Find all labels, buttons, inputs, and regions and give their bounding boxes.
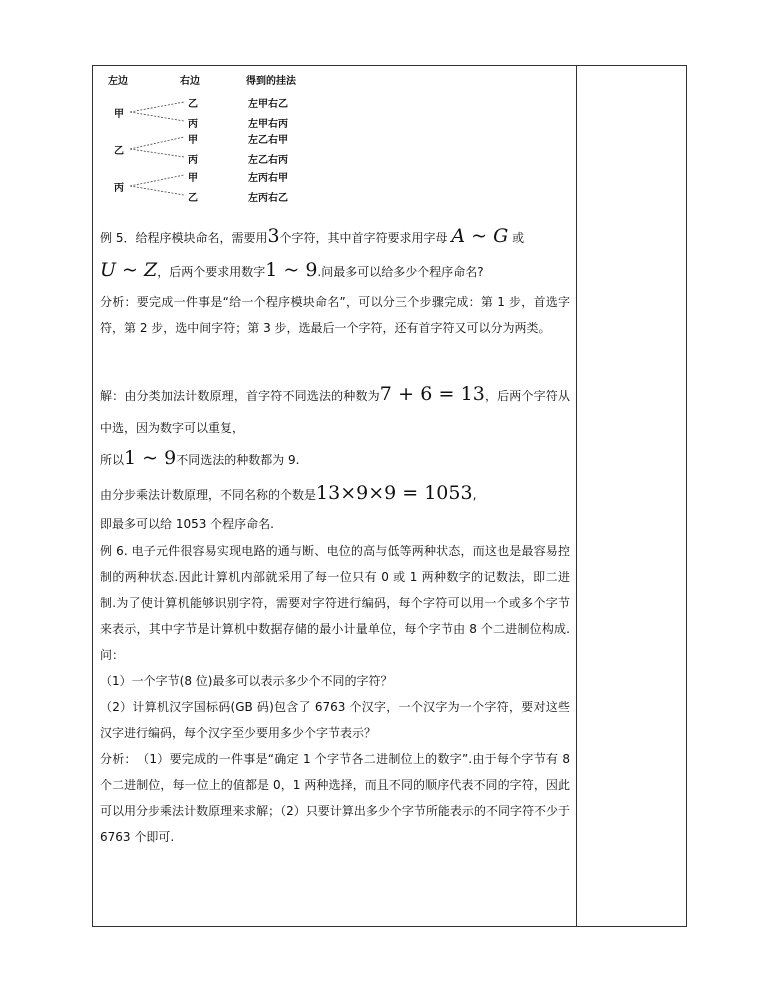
math-1-9: 1 ~ 9 (265, 259, 318, 281)
solution-5: 解：由分类加法计数原理，首字符不同选法的种数为7 + 6 = 13，后两个字符从中选，因为数字可以重复， (100, 383, 570, 435)
analysis-5: 分析：要完成一件事是“给一个程序模块命名”，可以分三个步骤完成：第 1 步，首选字符，第 2 步，选中间字符；第 3 步，选最后一个字符，还有首字符又可以分为两类。 (100, 295, 570, 335)
tree-diagram (108, 72, 348, 212)
tree-right-2: 丙 (188, 119, 198, 130)
tree-right-4: 丙 (188, 155, 198, 166)
tree-right-3: 甲 (188, 135, 198, 146)
tree-result-4: 左乙右丙 (248, 155, 288, 166)
tree-result-6: 左丙右乙 (248, 193, 288, 204)
math-7-6-13: 7 + 6 = 13 (379, 383, 485, 405)
tree-result-1: 左甲右乙 (248, 99, 288, 110)
example-6: 例 6. 电子元件很容易实现电路的通与断、电位的高与低等两种状态，而这也是最容易控制的两种状态.因此计算机内部就采用了每一位只有 0 或 1 两种数字的记数法，即二进制.为了使计算机能够识别字符，需要对字符进行编码，每个字符可以用一个或多个字节来表示，其中字节是计算机中数据存储的最小计量单位，每个字节由 8 个二进制位构成.问： （1）一个字节(8 位)最多可以表示多少个不同的字符？ （2）计算机汉字国标码(GB 码)包含了 6763 个汉字，一个汉字为一个字符，要对这些汉字进行编码，每个汉字至少要用多少个字节表示？ 分析： （1）要完成的一件事是“确定 1 个字节各二进制位上的数字”.由于每个字节有 8 个二进制位，每一位上的值都是 0，1 两种选择，而且不同的顺序代表不同的字符，因此可以用分步乘法计数原理来求解；（2）只要计算出多少个字节所能表示的不同字符不少于 6763 个即可. (100, 544, 570, 844)
example-5-text: 例 5．给程序模块命名，需要用3个字符，其中首字符要求用字母 A ~ G 或 U ~ Z，后两个要求用数字1 ~ 9.问最多可以给多少个程序命名? (100, 225, 525, 281)
solution-5-line4: 由分步乘法计数原理，不同名称的个数是13×9×9 = 1053, 即最多可以给 1053 个程序命名. (100, 482, 477, 531)
tree-result-3: 左乙右甲 (248, 135, 288, 146)
example-5 (100, 220, 570, 288)
tree-right-1: 乙 (188, 99, 198, 110)
tree-left-2: 乙 (114, 146, 124, 157)
tree-right-6: 乙 (188, 193, 198, 204)
math-u-z: U ~ Z (100, 259, 158, 281)
math-product: 13×9×9 = 1053 (316, 482, 473, 504)
math-1-9-b: 1 ~ 9 (124, 447, 177, 469)
tree-result-2: 左甲右丙 (248, 119, 288, 130)
tree-right-5: 甲 (188, 173, 198, 184)
tree-header-result: 得到的挂法 (246, 76, 296, 87)
tree-branches (108, 72, 348, 212)
math-a-g: A ~ G (451, 225, 509, 247)
tree-header-left: 左边 (108, 76, 128, 87)
solution-5-line3: 所以1 ~ 9不同选法的种数都为 9. (100, 447, 300, 469)
table-column-divider (576, 65, 577, 927)
tree-header-right: 右边 (180, 76, 200, 87)
tree-result-5: 左丙右甲 (248, 173, 288, 184)
math-3: 3 (267, 225, 280, 247)
tree-left-1: 甲 (114, 109, 124, 120)
tree-left-3: 丙 (114, 183, 124, 194)
